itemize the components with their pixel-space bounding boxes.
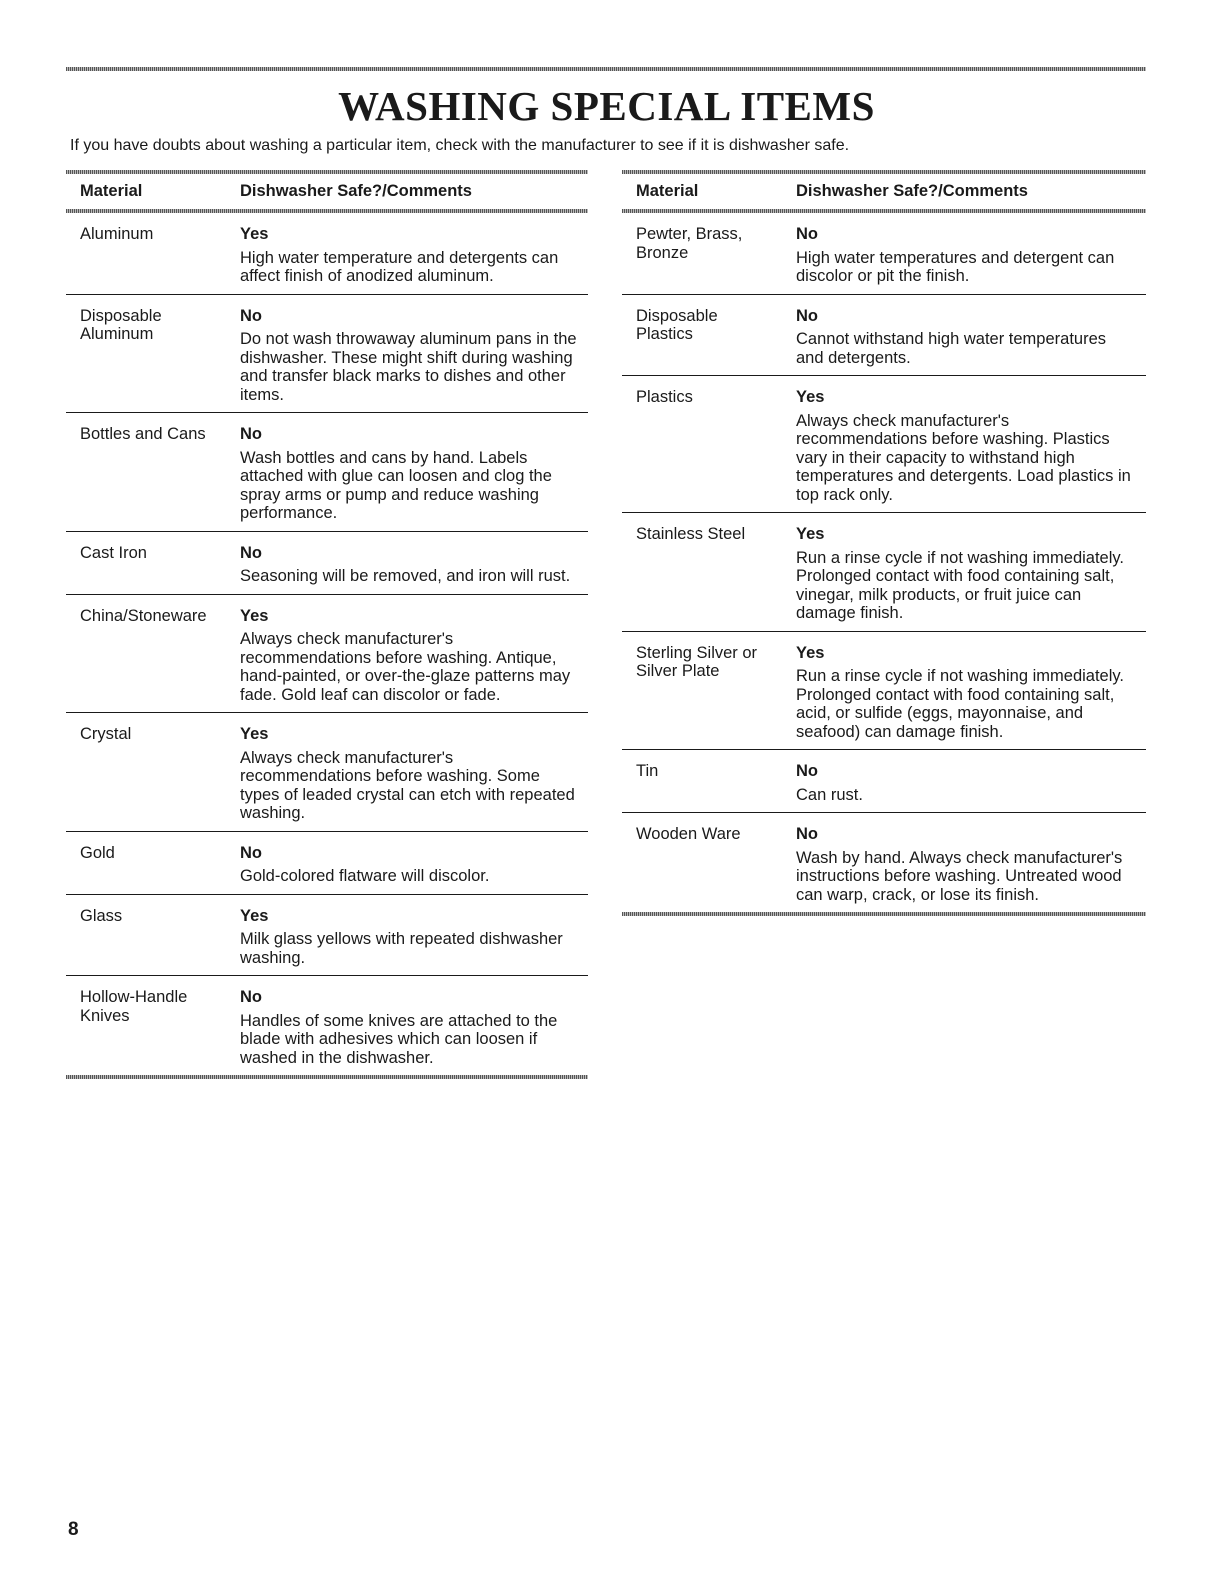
material-cell: Tin (636, 762, 659, 780)
safety-verdict: No (796, 306, 818, 325)
material-cell: Cast Iron (80, 543, 147, 562)
material-cell: Glass (80, 906, 123, 925)
comment-text: Handles of some knives are attached to the blade with adhesives which can loosen if washed in the dishwasher. (240, 1011, 558, 1067)
table-row (66, 412, 588, 531)
table-header (622, 174, 1146, 209)
comment-text: Always check manufacturer's recommendations before washing. Antique, hand-painted, or over-the-glaze patterns may fade. Gold leaf can discolor or fade. (240, 630, 571, 704)
comment-text: Cannot withstand high water temperatures and detergents. (796, 330, 1107, 367)
comments-cell (240, 425, 588, 523)
table-header (66, 174, 588, 209)
table-row (66, 975, 588, 1075)
table-row (622, 213, 1146, 294)
safety-verdict: No (796, 762, 818, 780)
table-row (66, 831, 588, 894)
comments-cell (240, 725, 588, 823)
header-material: Material (80, 182, 143, 200)
safety-verdict: No (240, 425, 262, 443)
comments-cell (240, 988, 588, 1067)
comments-cell (240, 307, 588, 405)
material-cell: Plastics (636, 388, 693, 406)
material-cell: Hollow-Handle Knives (80, 988, 188, 1025)
top-dotted-rule (66, 67, 1146, 71)
safety-verdict: Yes (240, 906, 269, 925)
comment-text: Always check manufacturer's recommendations before washing. Plastics vary in their capacity to withstand high temperatures and detergents. Load plastics in top rack only. (796, 411, 1131, 504)
safety-verdict: No (796, 225, 818, 243)
comment-text: High water temperature and detergents can affect finish of anodized aluminum. (240, 248, 559, 285)
material-cell: Aluminum (80, 225, 154, 243)
material-cell: Pewter, Brass, Bronze (636, 225, 743, 262)
table-bottom-rule (66, 1075, 588, 1079)
safety-verdict: No (240, 543, 262, 562)
intro-text: If you have doubts about washing a particular item, check with the manufacturer to see if it is dishwasher safe. (70, 137, 850, 154)
comments-cell (240, 544, 588, 586)
comments-cell (796, 225, 1146, 286)
left-rows (66, 213, 588, 1075)
table-row (66, 531, 588, 594)
comments-cell (796, 307, 1146, 368)
table-row (66, 594, 588, 713)
table-row (622, 631, 1146, 750)
comments-cell (240, 907, 588, 968)
table-row (66, 294, 588, 413)
material-cell: Wooden Ware (636, 825, 741, 843)
material-cell: Disposable Aluminum (80, 306, 162, 343)
header-comments: Dishwasher Safe?/Comments (796, 182, 1028, 200)
comment-text: Do not wash throwaway aluminum pans in the dishwasher. These might shift during washing and transfer black marks to dishes and other items. (240, 330, 577, 404)
table-row (622, 512, 1146, 631)
table-bottom-rule (622, 912, 1146, 916)
safety-verdict: No (240, 306, 262, 325)
material-cell: Crystal (80, 725, 132, 743)
comments-cell (796, 644, 1146, 742)
material-cell: Sterling Silver or Silver Plate (636, 643, 758, 680)
safety-verdict: Yes (240, 225, 269, 243)
safety-verdict: Yes (796, 525, 825, 543)
page-title: WASHING SPECIAL ITEMS (338, 83, 875, 129)
comments-cell (240, 607, 588, 705)
safety-verdict: No (240, 843, 262, 862)
material-cell: Disposable Plastics (636, 306, 718, 343)
header-comments: Dishwasher Safe?/Comments (240, 182, 472, 200)
comment-text: High water temperatures and detergent can discolor or pit the finish. (796, 248, 1115, 285)
safety-verdict: Yes (796, 643, 825, 662)
left-table (66, 170, 588, 1079)
safety-verdict: Yes (240, 606, 269, 625)
table-row (66, 894, 588, 976)
comment-text: Always check manufacturer's recommendations before washing. Some types of leaded crystal can etch with repeated washing. (240, 748, 575, 822)
header-material: Material (636, 182, 699, 200)
comments-cell (796, 762, 1146, 804)
material-cell: Bottles and Cans (80, 425, 206, 443)
comment-text: Run a rinse cycle if not washing immediately. Prolonged contact with food containing salt, vinegar, milk products, or fruit juice can damage finish. (796, 548, 1125, 622)
material-cell: China/Stoneware (80, 606, 207, 625)
comment-text: Gold-colored flatware will discolor. (240, 867, 490, 885)
safety-verdict: Yes (240, 725, 269, 743)
right-table (622, 170, 1146, 916)
comment-text: Can rust. (796, 785, 863, 804)
comment-text: Run a rinse cycle if not washing immediately. Prolonged contact with food containing salt, acid, or sulfide (eggs, mayonnaise, and seafood) can damage finish. (796, 667, 1125, 741)
comments-cell (796, 825, 1146, 904)
material-cell: Stainless Steel (636, 525, 746, 543)
table-row (66, 213, 588, 294)
page-number: 8 (68, 1519, 79, 1540)
safety-verdict: No (240, 988, 262, 1006)
comments-cell (240, 844, 588, 886)
comments-cell (240, 225, 588, 286)
table-row (66, 712, 588, 831)
table-row (622, 812, 1146, 912)
comments-cell (796, 525, 1146, 623)
comments-cell (796, 388, 1146, 504)
safety-verdict: Yes (796, 388, 825, 406)
material-cell: Gold (80, 843, 115, 862)
comment-text: Wash bottles and cans by hand. Labels attached with glue can loosen and clog the spray arms or pump and reduce washing performance. (240, 448, 552, 522)
safety-verdict: No (796, 825, 818, 843)
right-rows (622, 213, 1146, 912)
table-row (622, 749, 1146, 812)
table-row (622, 375, 1146, 512)
comment-text: Milk glass yellows with repeated dishwasher washing. (240, 930, 563, 967)
comment-text: Wash by hand. Always check manufacturer's instructions before washing. Untreated wood can warp, crack, or lose its finish. (796, 848, 1123, 904)
comment-text: Seasoning will be removed, and iron will rust. (240, 567, 571, 585)
table-row (622, 294, 1146, 376)
